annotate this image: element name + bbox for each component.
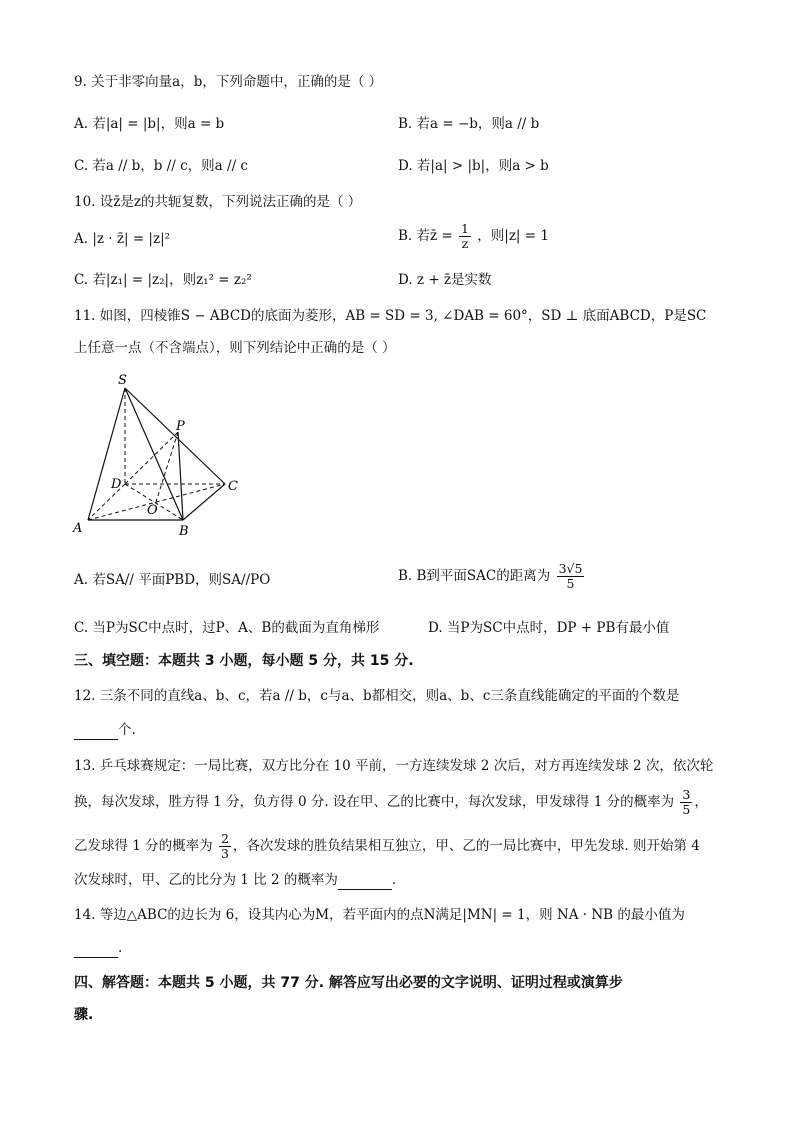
section-3-heading: 三、填空题：本题共 3 小题，每小题 5 分，共 15 分. bbox=[74, 653, 414, 669]
q13-line3-pre: 乙发球得 1 分的概率为 bbox=[74, 838, 213, 854]
q13-fraction-2-numerator: 2 bbox=[220, 831, 229, 846]
pyramid-figure bbox=[70, 368, 250, 540]
label-O: O bbox=[147, 503, 158, 518]
q14-answer-blank bbox=[74, 943, 118, 958]
label-A: A bbox=[73, 521, 83, 536]
q13-line3-post: ，各次发球的胜负结果相互独立，甲、乙的一局比赛中，甲先发球. 则开始第 4 bbox=[232, 838, 700, 854]
label-P: P bbox=[176, 419, 185, 434]
edge-SB bbox=[125, 388, 183, 520]
q13-line4 bbox=[74, 870, 396, 890]
q11-option-b bbox=[398, 562, 586, 591]
q11-option-b-denominator: 5 bbox=[566, 576, 575, 591]
q13-line1: 13. 乒乓球赛规定：一局比赛，双方比分在 10 平前，一方连续发球 2 次后，对方再连续发球 2 次，依次轮 bbox=[74, 758, 714, 774]
q10-option-b-post: ，则|z| = 1 bbox=[477, 228, 549, 244]
q9-option-c: C. 若a // b，b // c，则a // c bbox=[74, 158, 248, 174]
label-C: C bbox=[228, 479, 238, 494]
q13-line2-pre: 换，每次发球，胜方得 1 分，负方得 0 分. 设在甲、乙的比赛中，每次发球，甲发球得 1 分的概率为 bbox=[74, 794, 675, 810]
q10-option-b-numerator: 1 bbox=[461, 221, 469, 236]
q13-line3 bbox=[74, 832, 700, 861]
q13-fraction-2 bbox=[219, 832, 231, 861]
q10-option-d: D. z + z̄是实数 bbox=[398, 272, 492, 288]
q9-option-b: B. 若a = −b，则a // b bbox=[398, 116, 540, 132]
q10-option-b-fraction bbox=[459, 222, 471, 251]
q11-option-b-numerator: 3√5 bbox=[558, 561, 583, 576]
q10-option-c: C. 若|z₁| = |z₂|，则z₁² = z₂² bbox=[74, 272, 252, 288]
q13-line2 bbox=[74, 788, 708, 817]
q11-option-a: A. 若SA// 平面PBD，则SA//PO bbox=[74, 572, 271, 588]
q11-stem-line1: 11. 如图，四棱锥S − ABCD的底面为菱形，AB = SD = 3, ∠DAB = 60°，SD ⊥ 底面ABCD，P是SC bbox=[74, 308, 707, 324]
q10-option-a: A. |z · z̄| = |z|² bbox=[74, 231, 171, 247]
q11-stem-line2: 上任意一点（不含端点），则下列结论中正确的是（ ） bbox=[74, 340, 396, 356]
q13-fraction-2-denominator: 3 bbox=[220, 846, 229, 861]
segment-PD bbox=[125, 432, 178, 484]
q10-stem: 10. 设z̄是z的共轭复数，下列说法正确的是（ ） bbox=[74, 194, 362, 210]
q9-stem: 9. 关于非零向量a，b，下列命题中，正确的是（ ） bbox=[74, 74, 383, 90]
label-D: D bbox=[111, 477, 122, 492]
q13-line4-post: . bbox=[391, 872, 397, 888]
edge-PB bbox=[178, 432, 183, 520]
q13-answer-blank bbox=[338, 875, 392, 890]
q12-line1: 12. 三条不同的直线a、b、c，若a // b，c与a、b都相交，则a、b、c三条直线能确定的平面的个数是 bbox=[74, 688, 680, 704]
q12-line2 bbox=[74, 720, 136, 740]
edge-SA bbox=[88, 388, 125, 520]
q9-option-d: D. 若|a| > |b|，则a > b bbox=[398, 158, 549, 174]
q13-fraction-1-numerator: 3 bbox=[682, 787, 691, 802]
section-4-heading-line2: 骤. bbox=[74, 1007, 94, 1023]
q14-line1: 14. 等边△ABC的边长为 6，设其内心为M，若平面内的点N满足|MN| = 1，则 NA · NB 的最小值为 bbox=[74, 907, 685, 923]
q11-option-b-pre: B. B到平面SAC的距离为 bbox=[398, 568, 551, 584]
q11-option-c: C. 当P为SC中点时，过P、A、B的截面为直角梯形 bbox=[74, 620, 380, 636]
q10-option-b-denominator: z bbox=[461, 236, 469, 251]
q13-line2-post: ， bbox=[694, 794, 708, 810]
edge-SC bbox=[125, 388, 225, 484]
q13-line4-pre: 次发球时，甲、乙的比分为 1 比 2 的概率为 bbox=[74, 872, 338, 888]
section-4-heading-line1: 四、解答题：本题共 5 小题，共 77 分. 解答应写出必要的文字说明、证明过程或演算步 bbox=[74, 975, 623, 991]
q14-line2-post: . bbox=[118, 940, 123, 956]
label-B: B bbox=[179, 524, 189, 539]
q12-answer-blank bbox=[74, 725, 118, 740]
q14-line2 bbox=[74, 938, 122, 958]
q11-option-b-fraction bbox=[557, 562, 585, 591]
q10-option-b bbox=[398, 222, 549, 251]
q11-option-d: D. 当P为SC中点时，DP + PB有最小值 bbox=[428, 620, 670, 636]
q10-option-b-pre: B. 若z̄ = bbox=[398, 228, 453, 244]
label-S: S bbox=[118, 373, 127, 388]
q13-fraction-1 bbox=[680, 788, 692, 817]
q13-fraction-1-denominator: 5 bbox=[682, 802, 691, 817]
q9-option-a: A. 若|a| = |b|，则a = b bbox=[74, 116, 225, 132]
q12-line2-post: 个. bbox=[118, 722, 136, 738]
